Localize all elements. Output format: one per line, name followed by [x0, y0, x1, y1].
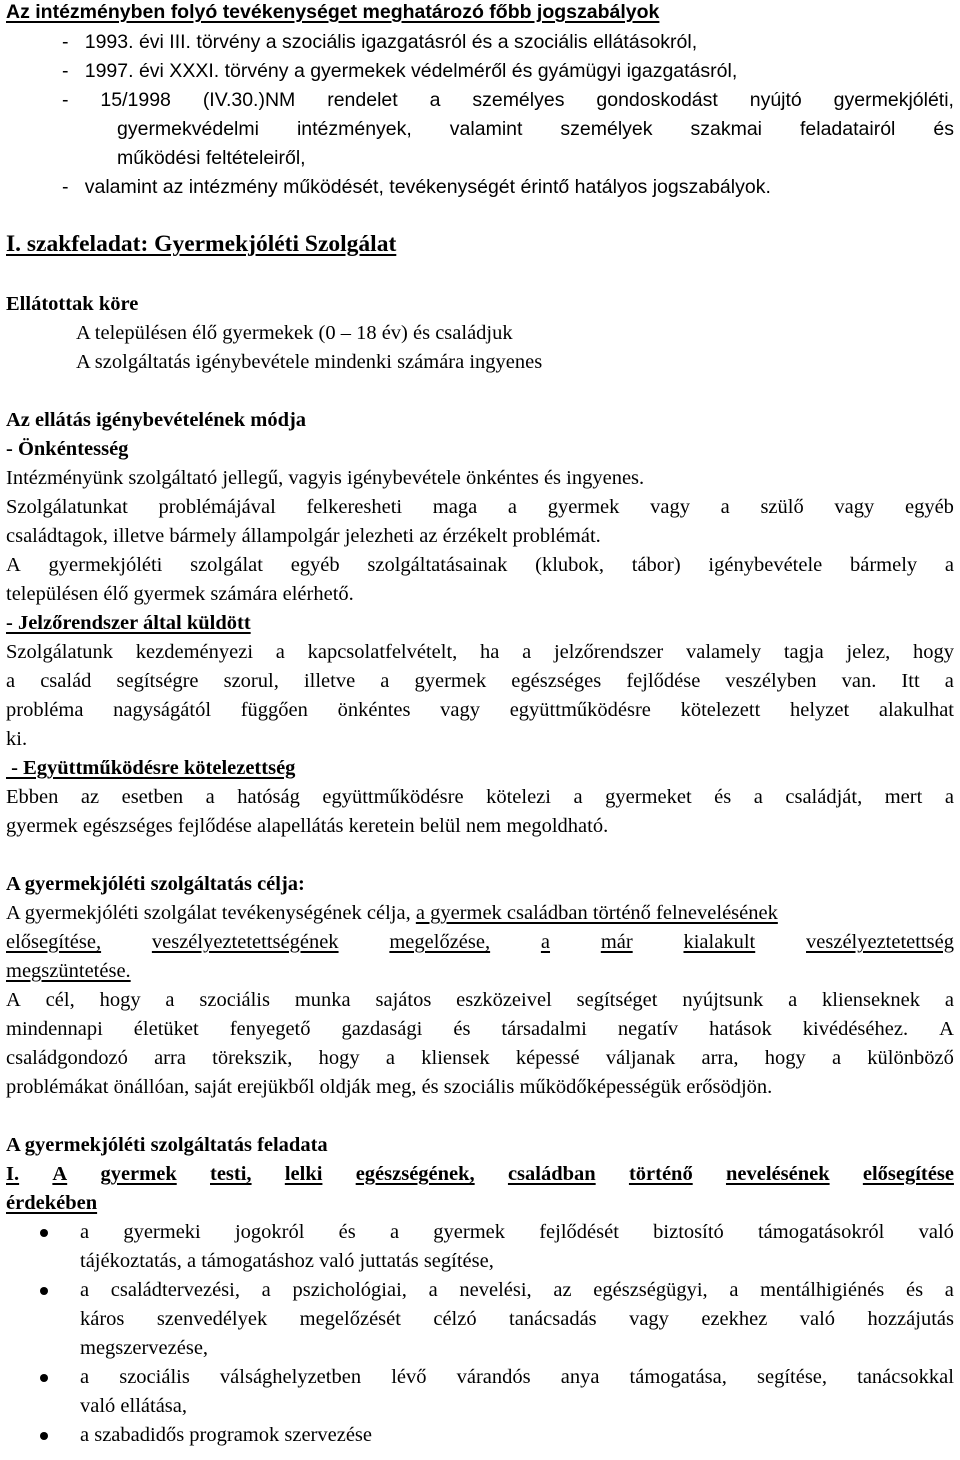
bullet-2-line-3: megszervezése,	[80, 1337, 209, 1359]
word: és	[714, 786, 732, 808]
word: egyéb	[904, 496, 954, 518]
word: nevelésének	[725, 1163, 830, 1185]
word: szociális	[119, 1366, 190, 1388]
word: szolgáltatásainak	[367, 554, 508, 576]
voluntary-title: - Önkéntesség	[6, 438, 129, 460]
word: családtervezési,	[110, 1279, 240, 1301]
word: alakulhat	[878, 699, 954, 721]
word: arra	[154, 1047, 186, 1069]
word: szorul,	[223, 670, 279, 692]
recipients-title: Ellátottak köre	[6, 293, 139, 315]
word: család	[40, 670, 92, 692]
word: a	[389, 1221, 400, 1243]
word: probléma	[6, 699, 84, 721]
word: segítséget	[576, 989, 658, 1011]
word: testi,	[210, 1163, 252, 1185]
word: célzó	[433, 1308, 477, 1330]
word: kötelezi	[486, 786, 551, 808]
word: gyermekvédelmi	[117, 118, 259, 140]
word: családban	[507, 1163, 596, 1185]
word: a	[944, 989, 954, 1011]
word: szolgálat	[190, 554, 263, 576]
bullet-4: a szabadidős programok szervezése	[80, 1424, 372, 1446]
word: maga	[432, 496, 478, 518]
word: gyermek	[547, 496, 620, 518]
word: feladatairól	[799, 118, 896, 140]
word: gondoskodást	[596, 89, 718, 111]
word: szociális	[199, 989, 270, 1011]
cooperation-line-1	[6, 787, 954, 808]
word: valamint	[449, 118, 523, 140]
voluntary-paragraph-1: Intézményünk szolgáltató jellegű, vagyis igénybevétele önkéntes és ingyenes.	[6, 467, 645, 489]
word: illetve	[303, 670, 356, 692]
word: egészségének,	[355, 1163, 475, 1185]
word: jelez,	[846, 641, 891, 663]
word: esetben	[121, 786, 184, 808]
word: tanácsadás	[509, 1308, 597, 1330]
word: felkeresheti	[306, 496, 403, 518]
legal-item-3-line-2	[117, 120, 954, 140]
word: nagyságától	[113, 699, 212, 721]
word: együttműködésre	[322, 786, 464, 808]
word: szakmai	[690, 118, 763, 140]
word: a	[385, 1047, 396, 1069]
word: a	[507, 496, 517, 518]
word: szülő	[760, 496, 804, 518]
bullet-1-line-2: tájékoztatás, a támogatáshoz való juttatás segítése,	[80, 1250, 494, 1272]
word: I.	[6, 1163, 20, 1185]
voluntary-paragraph-2-line-2: családtagok, illetve bármely állampolgár jelezheti az érzékelt problémát.	[6, 525, 601, 547]
word: megelőzését	[299, 1308, 401, 1330]
word: fejlődése	[626, 670, 701, 692]
signal-line-2	[6, 671, 954, 692]
goal-paragraph-2-line-2	[6, 1019, 954, 1040]
word: Itt	[901, 670, 920, 692]
word: cél,	[45, 989, 75, 1011]
section-heading: I. szakfeladat: Gyermekjóléti Szolgálat	[6, 231, 397, 257]
word: a	[729, 1279, 739, 1301]
word: van.	[841, 670, 877, 692]
goal-paragraph-2-line-1	[6, 990, 954, 1011]
word: negatív	[617, 1018, 679, 1040]
goal-paragraph-2-line-3	[6, 1048, 954, 1069]
cooperation-title: - Együttműködésre kötelezettség	[6, 757, 296, 779]
word: kliensek	[421, 1047, 490, 1069]
mode-title: Az ellátás igénybevételének módja	[6, 409, 307, 431]
word: életüket	[133, 1018, 199, 1040]
word: gazdasági	[341, 1018, 423, 1040]
word: egészségügyi,	[593, 1279, 708, 1301]
bullet-3-line-1	[80, 1367, 954, 1388]
word: történő	[628, 1163, 693, 1185]
word: kialakult	[683, 931, 756, 953]
word: a	[753, 786, 763, 808]
word: gyermeki	[123, 1221, 201, 1243]
word: fenyegető	[229, 1018, 311, 1040]
goal-line-3: megszüntetése.	[6, 960, 131, 982]
word: képessé	[515, 1047, 580, 1069]
word: hogy	[913, 641, 954, 663]
word: kötelezett	[680, 699, 761, 721]
goal-line-2	[6, 932, 954, 953]
word: hogy	[764, 1047, 806, 1069]
word: hatások	[709, 1018, 772, 1040]
word: a	[380, 670, 390, 692]
word: személyes	[472, 89, 565, 111]
word: arra,	[701, 1047, 739, 1069]
word: nevelési,	[459, 1279, 532, 1301]
word: fejlődését	[539, 1221, 619, 1243]
word: a	[429, 89, 441, 111]
recipients-line-2: A szolgáltatás igénybevétele mindenki számára ingyenes	[76, 351, 543, 373]
word: Ebben	[6, 786, 59, 808]
word: A	[939, 1018, 954, 1040]
word: vagy	[650, 496, 690, 518]
bullet-2-line-2	[80, 1309, 954, 1330]
word: a	[788, 989, 798, 1011]
word: egyéb	[290, 554, 340, 576]
word: tábor)	[631, 554, 681, 576]
word: a	[540, 931, 551, 953]
word: segítése,	[757, 1366, 828, 1388]
word: gyermeket	[605, 786, 692, 808]
word: családját,	[785, 786, 863, 808]
word: nyújtsunk	[682, 989, 764, 1011]
word: és	[905, 1279, 924, 1301]
word: és	[453, 1018, 471, 1040]
word: gyermek	[433, 1221, 506, 1243]
word: A	[6, 989, 21, 1011]
word: vagy	[629, 1308, 669, 1330]
word: a	[205, 786, 215, 808]
word: A	[52, 1163, 68, 1185]
goal-line-1-text: A gyermekjóléti szolgálat tevékenységének célja,	[6, 902, 416, 924]
word: tanácsokkal	[857, 1366, 954, 1388]
bullet-1-line-1	[80, 1222, 954, 1243]
word: A	[6, 554, 21, 576]
word: veszélyeztetettségének	[151, 931, 339, 953]
word: ezekhez	[701, 1308, 768, 1330]
word: (IV.30.)NM	[202, 89, 296, 111]
word: váljanak	[605, 1047, 676, 1069]
word: 15/1998	[100, 89, 171, 111]
word: való	[799, 1308, 836, 1330]
cooperation-line-2: gyermek egészséges fejlődése alapellátás keretein belül nem megoldható.	[6, 815, 609, 837]
word: a	[80, 1221, 90, 1243]
bullet-icon	[40, 1287, 48, 1295]
word: kezdeményezi	[135, 641, 254, 663]
word: hogy	[99, 989, 141, 1011]
word: társadalmi	[501, 1018, 587, 1040]
word: a	[573, 786, 583, 808]
voluntary-paragraph-2-line-1	[6, 497, 954, 518]
word: problémájával	[158, 496, 276, 518]
word: igénybevétele	[708, 554, 823, 576]
word: Szolgálatunk	[6, 641, 114, 663]
word: (klubok,	[535, 554, 605, 576]
word: a	[720, 496, 730, 518]
word: gyermek	[100, 1163, 177, 1185]
bullet-2-line-1	[80, 1280, 954, 1301]
legal-item-3-line-3: működési feltételeiről,	[117, 147, 306, 169]
word: a	[275, 641, 285, 663]
word: függően	[240, 699, 308, 721]
recipients-line-1: A településen élő gyermekek (0 – 18 év) és családjuk	[76, 322, 513, 344]
word: válsághelyzetben	[219, 1366, 362, 1388]
word: egészséges	[511, 670, 602, 692]
word: a	[261, 1279, 271, 1301]
word: szenvedélyek	[156, 1308, 268, 1330]
word: a	[80, 1279, 90, 1301]
word: anya	[560, 1366, 600, 1388]
word: a	[944, 554, 954, 576]
word: való	[918, 1221, 954, 1243]
signal-line-1	[6, 642, 954, 663]
word: sajátos	[375, 989, 432, 1011]
legal-item-2: - 1997. évi XXXI. törvény a gyermekek védelméről és gyámügyi igazgatásról,	[62, 60, 738, 82]
legal-item-4: - valamint az intézmény működését, tevékenységét érintő hatályos jogszabályok.	[62, 176, 771, 198]
word: várandós	[456, 1366, 531, 1388]
signal-system-title: - Jelzőrendszer által küldött	[6, 612, 251, 634]
word: mentálhigiénés	[760, 1279, 885, 1301]
word: a	[831, 1047, 842, 1069]
word: együttműködésre	[509, 699, 651, 721]
word: ha	[480, 641, 500, 663]
word: kivédéséhez.	[802, 1018, 909, 1040]
word: Szolgálatunkat	[6, 496, 128, 518]
word: a	[944, 670, 954, 692]
word: különböző	[867, 1047, 954, 1069]
word: támogatásokról	[757, 1221, 885, 1243]
task-title: A gyermekjóléti szolgáltatás feladata	[6, 1134, 328, 1156]
word: mert	[884, 786, 923, 808]
voluntary-paragraph-3-line-1	[6, 555, 954, 576]
goal-line-1	[6, 903, 778, 924]
word: eszközeivel	[456, 989, 552, 1011]
word: hozzájutás	[867, 1308, 954, 1330]
word: a	[165, 989, 175, 1011]
word: káros	[80, 1308, 125, 1330]
word: jogokról	[234, 1221, 305, 1243]
word: családgondozó	[6, 1047, 128, 1069]
word: személyek	[560, 118, 653, 140]
bullet-icon	[40, 1432, 48, 1440]
word: törekszik,	[212, 1047, 293, 1069]
word: mindennapi	[6, 1018, 103, 1040]
bullet-3-line-2: való ellátása,	[80, 1395, 188, 1417]
word: pszichológiai,	[292, 1279, 407, 1301]
word: vagy	[834, 496, 875, 518]
word: veszélyeztetettség	[806, 931, 954, 953]
signal-line-3	[6, 700, 954, 721]
bullet-icon	[40, 1229, 48, 1237]
word: jelzőrendszer	[553, 641, 664, 663]
word: rendelet	[327, 89, 398, 111]
word: -	[62, 89, 69, 111]
goal-paragraph-2-line-4: problémákat önállóan, saját erejükből oldják meg, és szociális működőképességük erősödjön.	[6, 1076, 773, 1098]
word: intézmények,	[296, 118, 412, 140]
word: elősegítése	[862, 1163, 954, 1185]
word: klienseknek	[822, 989, 920, 1011]
word: a	[6, 670, 16, 692]
word: a	[428, 1279, 438, 1301]
word: veszélyben	[725, 670, 817, 692]
word: gyermekjóléti	[48, 554, 163, 576]
word: nyújtó	[749, 89, 802, 111]
word: kapcsolatfelvételt,	[307, 641, 458, 663]
legal-item-3-line-1	[62, 91, 954, 111]
word: a	[80, 1366, 90, 1388]
word: a	[944, 786, 954, 808]
word: munka	[294, 989, 351, 1011]
voluntary-paragraph-3-line-2: településen élő gyermek számára elérhető.	[6, 583, 354, 605]
word: megelőzése,	[389, 931, 491, 953]
word: önkéntes	[337, 699, 411, 721]
word: gyermekjóléti,	[833, 89, 954, 111]
word: tagja	[783, 641, 824, 663]
word: az	[553, 1279, 572, 1301]
signal-line-4: ki.	[6, 728, 28, 750]
word: biztosító	[653, 1221, 724, 1243]
word: hatóság	[237, 786, 300, 808]
goal-line-1-underlined: a gyermek családban történő felnevelésének	[415, 902, 778, 924]
word: valamely	[685, 641, 762, 663]
word: gyermek	[414, 670, 487, 692]
word: már	[600, 931, 633, 953]
word: vagy	[440, 699, 481, 721]
word: helyzet	[789, 699, 850, 721]
word: az	[80, 786, 100, 808]
word: és	[338, 1221, 356, 1243]
word: lelki	[284, 1163, 323, 1185]
word: segítségre	[116, 670, 199, 692]
word: támogatása,	[629, 1366, 727, 1388]
legal-item-1: - 1993. évi III. törvény a szociális igazgatásról és a szociális ellátásokról,	[62, 31, 698, 53]
bullet-icon	[40, 1374, 48, 1382]
word: a	[522, 641, 532, 663]
word: hogy	[318, 1047, 360, 1069]
goal-title: A gyermekjóléti szolgáltatás célja:	[6, 873, 305, 895]
word: lévő	[391, 1366, 427, 1388]
word: és	[933, 118, 954, 140]
word: a	[944, 1279, 954, 1301]
task-subtitle-line-1	[6, 1164, 954, 1185]
word: elősegítése,	[6, 931, 102, 953]
word: bármely	[849, 554, 918, 576]
task-subtitle-line-2: érdekében	[6, 1192, 98, 1214]
legal-title: Az intézményben folyó tevékenységet meghatározó főbb jogszabályok	[6, 1, 660, 23]
